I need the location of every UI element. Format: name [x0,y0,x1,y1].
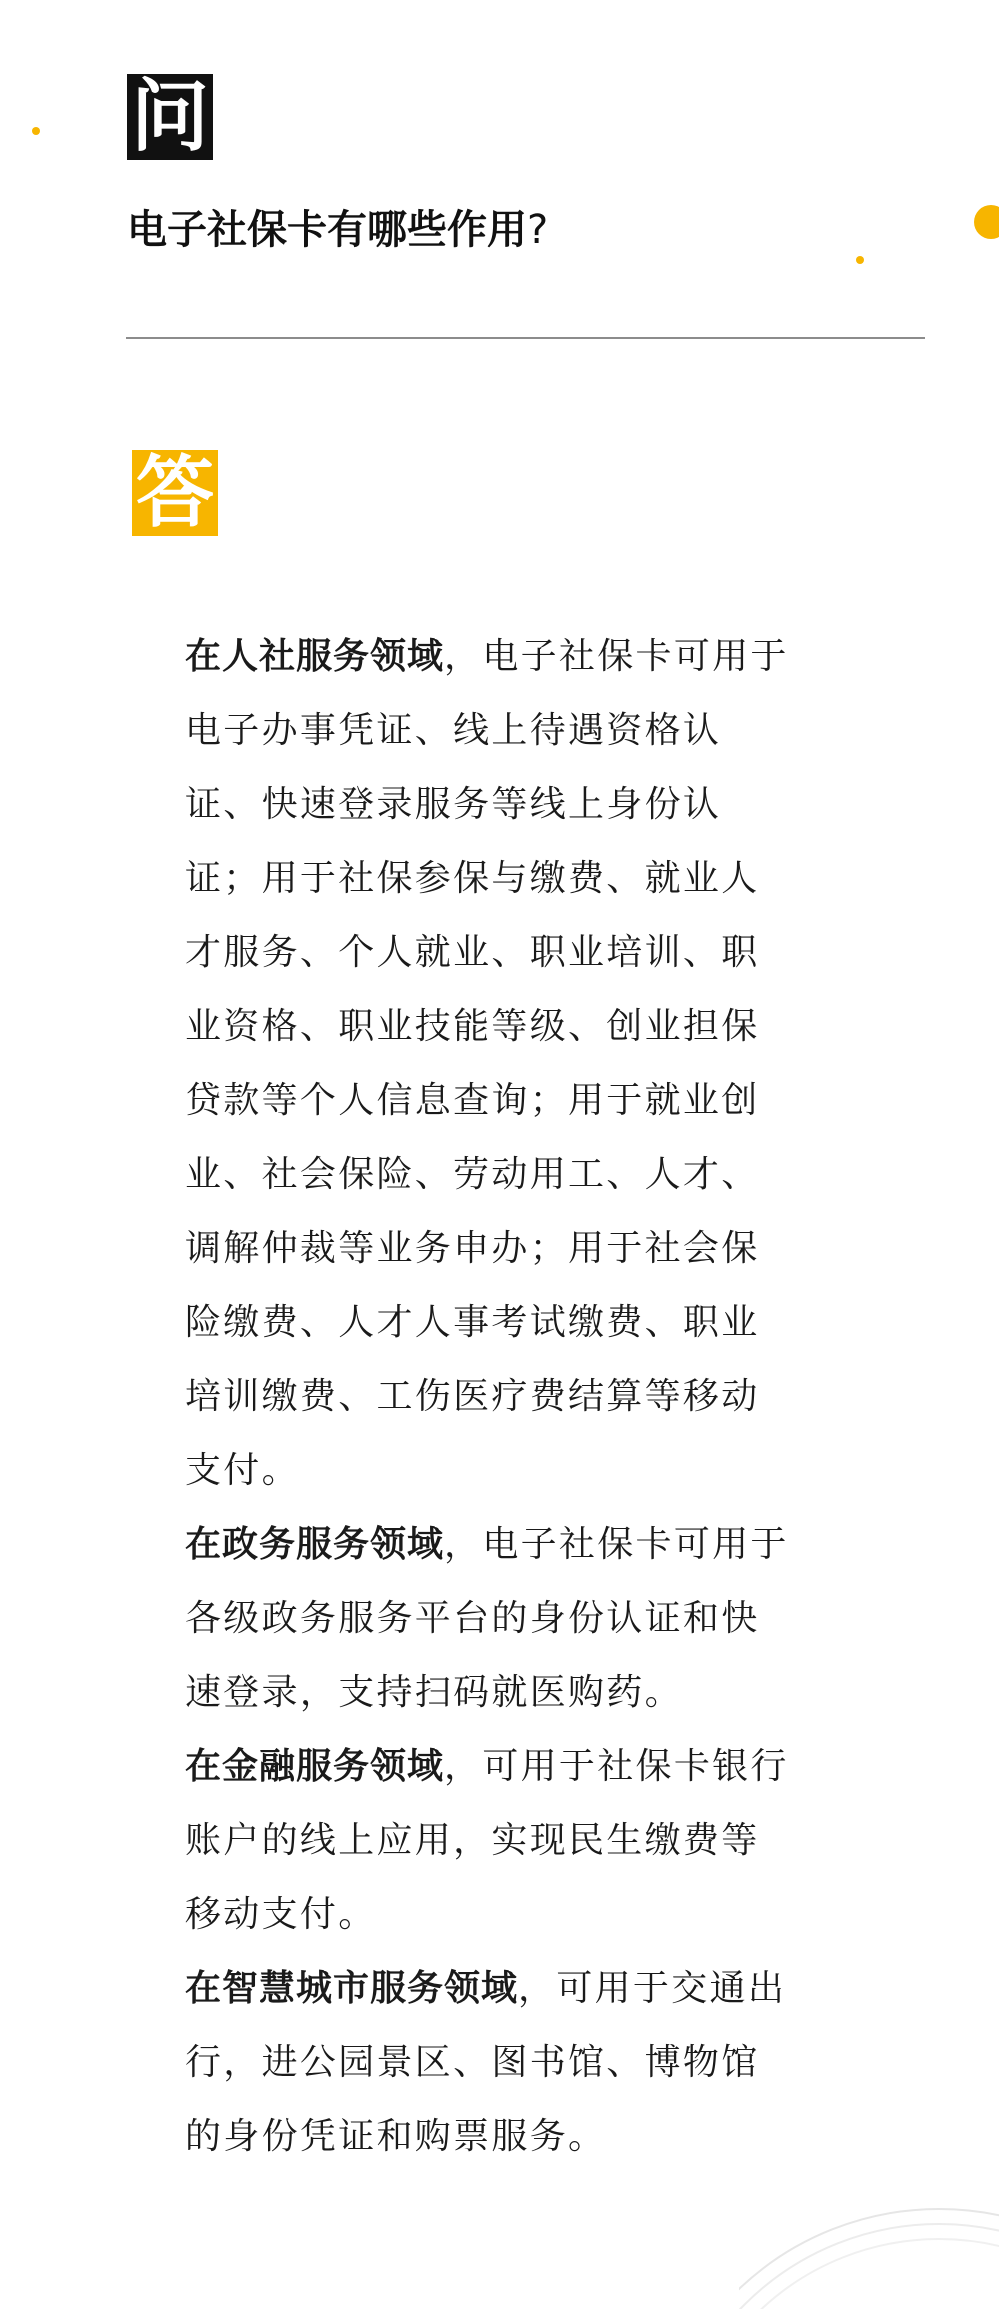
decorative-dot [974,205,999,239]
paragraph-lead: 在政务服务领域 [185,1524,445,1565]
question-seal-char: 问 [130,71,209,162]
answer-paragraph [185,620,795,1508]
answer-body [185,620,795,2174]
question-seal-icon [127,71,213,162]
decorative-dot [32,127,40,135]
divider [126,337,925,339]
paragraph-lead: 在人社服务领域 [185,636,445,677]
question-mark: ? [527,207,549,253]
decorative-arcs [739,2199,999,2309]
paragraph-lead: 在智慧城市服务领域 [185,1968,519,2009]
answer-paragraph [185,1730,795,1952]
paragraph-text: ，可用于交通出行，进公园景区、图书馆、博物馆的身份凭证和购票服务。 [185,1968,787,2157]
answer-seal-char: 答 [135,447,214,538]
paragraph-text: ，电子社保卡可用于各级政务服务平台的身份认证和快速登录，支持扫码就医购药。 [185,1524,789,1713]
paragraph-text: ，可用于社保卡银行账户的线上应用，实现民生缴费等移动支付。 [185,1746,789,1935]
answer-paragraph [185,1508,795,1730]
paragraph-lead: 在金融服务领域 [185,1746,445,1787]
answer-seal-icon [132,447,218,538]
paragraph-text: ，电子社保卡可用于电子办事凭证、线上待遇资格认证、快速登录服务等线上身份认证；用于社保参保与缴费、就业人才服务、个人就业、职业培训、职业资格、职业技能等级、创业担保贷款等个人信息查询；用于就业创业、社会保险、劳动用工、人才、调解仲裁等业务申办；用于社会保险缴费、人才人事考试缴费、职业培训缴费、工伤医疗费结算等移动支付。 [185,636,789,1491]
question-heading [127,200,907,260]
answer-paragraph [185,1952,795,2174]
question-title: 电子社保卡有哪些作用 [127,207,527,253]
